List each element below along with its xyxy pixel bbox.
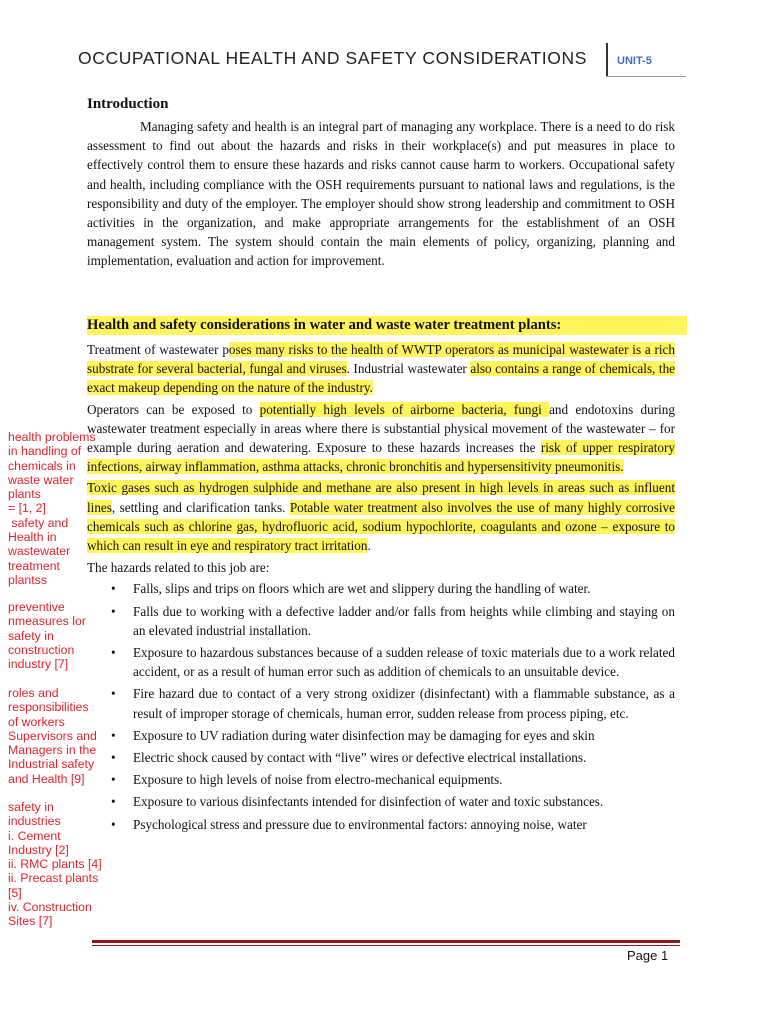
margin-note-preventive-measures: preventive nmeasures lor safety in construction industry [7]: [8, 600, 86, 672]
text: , settling and clarification tanks.: [111, 499, 290, 515]
section-body: [87, 340, 675, 837]
list-item: [87, 602, 675, 640]
text: . Industrial wastewater: [346, 361, 471, 377]
bullet-icon: •: [111, 727, 116, 743]
paragraph-airborne-exposure: [87, 400, 675, 477]
hazard-text: Psychological stress and pressure due to environmental factors: annoying noise, water: [133, 816, 587, 832]
hazards-list: [87, 579, 675, 833]
highlight: Toxic gases such as hydrogen sulphide and methane are also present in high levels in areas such as influent lines: [87, 480, 675, 515]
unit-label: UNIT-5: [617, 55, 652, 67]
margin-note-safety-in-industries: safety in industries i. Cement Industry [2] ii. RMC plants [4] ii. Precast plants [5] iv. Construction Sites [7]: [8, 800, 102, 929]
list-item: [87, 684, 675, 722]
list-item: [87, 726, 675, 745]
hazard-text: Electric shock caused by contact with “live” wires or defective electrical installations.: [133, 750, 587, 766]
bullet-icon: •: [111, 686, 116, 702]
bullet-icon: •: [111, 603, 116, 619]
bullet-icon: •: [111, 645, 116, 661]
bullet-icon: •: [111, 816, 116, 832]
header-separator: [606, 43, 608, 77]
highlight: potentially high levels of airborne bacteria, fungi: [259, 401, 550, 417]
hazard-text: Falls, slips and trips on floors which are wet and slippery during the handling of water.: [133, 581, 591, 597]
list-item: [87, 770, 675, 789]
list-item: [87, 579, 675, 598]
header-rule: [606, 76, 686, 77]
introduction-section: [87, 117, 675, 271]
hazard-text: Exposure to UV radiation during water disinfection may be damaging for eyes and skin: [133, 727, 595, 743]
margin-note-health-problems: health problems in handling of chemicals in waste water plants = [1, 2] safety and Health in wastewater treatment plantss: [8, 430, 96, 587]
bullet-icon: •: [111, 772, 116, 788]
list-item: [87, 815, 675, 834]
footer-rule-thin: [92, 945, 680, 946]
text: and endotoxins during wastewater treatment especially in areas where there is substantial physical movement of the wastewater – for example during aeration and dewatering. Exposure to these hazards increases the: [87, 401, 675, 456]
list-item: [87, 748, 675, 767]
footer-rule: [92, 940, 680, 943]
introduction-heading: Introduction: [87, 96, 169, 112]
list-item: [87, 643, 675, 681]
text: Treatment of wastewater p: [87, 342, 229, 357]
bullet-icon: •: [111, 794, 116, 810]
paragraph-toxic-gases: [87, 478, 675, 555]
page-number: Page 1: [627, 948, 669, 963]
hazard-text: Falls due to working with a defective ladder and/or falls from heights while climbing and staying on an elevated industrial installation.: [133, 603, 675, 638]
hazard-text: Exposure to hazardous substances because of a sudden release of toxic materials due to a work related accident, or as a result of human error such as addition of chemicals to an unsuitable device.: [133, 645, 675, 680]
hazards-intro: The hazards related to this job are:: [87, 560, 270, 576]
hazard-text: Fire hazard due to contact of a very strong oxidizer (disinfectant) with a flammable substance, as a result of improper storage of chemicals, human error, sudden release from process piping, etc.: [133, 686, 675, 721]
highlight: Potable water treatment also involves the use of many highly corrosive chemicals such as chlorine gas, hydrofluoric acid, sodium hypochlorite, coagulants and ozone – exposure to which can result in eye and respiratory tract irritation: [87, 499, 675, 554]
paragraph-wwtp-risks: [87, 340, 675, 398]
list-item: [87, 792, 675, 811]
text: .: [367, 538, 371, 554]
section-heading: Health and safety considerations in water and waste water treatment plants:: [87, 316, 687, 335]
document-header-title: OCCUPATIONAL HEALTH AND SAFETY CONSIDERATIONS: [78, 48, 587, 68]
bullet-icon: •: [111, 750, 116, 766]
highlight: also contains a range of chemicals, the exact makeup depending on the nature of the industry.: [87, 361, 676, 396]
margin-note-roles-responsibilities: roles and responsibilities of workers Supervisors and Managers in the Industrial safety and Health [9]: [8, 686, 97, 786]
text: Operators can be exposed to: [87, 401, 260, 417]
hazard-text: Exposure to high levels of noise from electro-mechanical equipments.: [133, 772, 503, 788]
bullet-icon: •: [111, 581, 116, 597]
hazard-text: Exposure to various disinfectants intended for disinfection of water and toxic substances.: [133, 794, 604, 810]
introduction-paragraph: Managing safety and health is an integral part of managing any workplace. There is a need to do risk assessment to find out about the hazards and risks in their workplace(s) and put measures in place to effectively control them to ensure these hazards and risks cannot cause harm to workers. Occupational safety and health, including compliance with the OSH requirements pursuant to national laws and regulations, is the responsibility and duty of the employer. The employer should show strong leadership and commitment to OSH activities in the organization, and make appropriate arrangements for the establishment of an OSH management system. The system should contain the main elements of policy, organizing, planning and implementation, evaluation and action for improvement.: [87, 119, 675, 269]
highlight: oses many risks to the health of WWTP operators as municipal wastewater is a rich substrate for several bacterial, fungal and viruses: [87, 342, 675, 377]
highlight: risk of upper respiratory infections, airway inflammation, asthma attacks, chronic bronchitis and hypersensitivity pneumonitis.: [87, 440, 675, 475]
